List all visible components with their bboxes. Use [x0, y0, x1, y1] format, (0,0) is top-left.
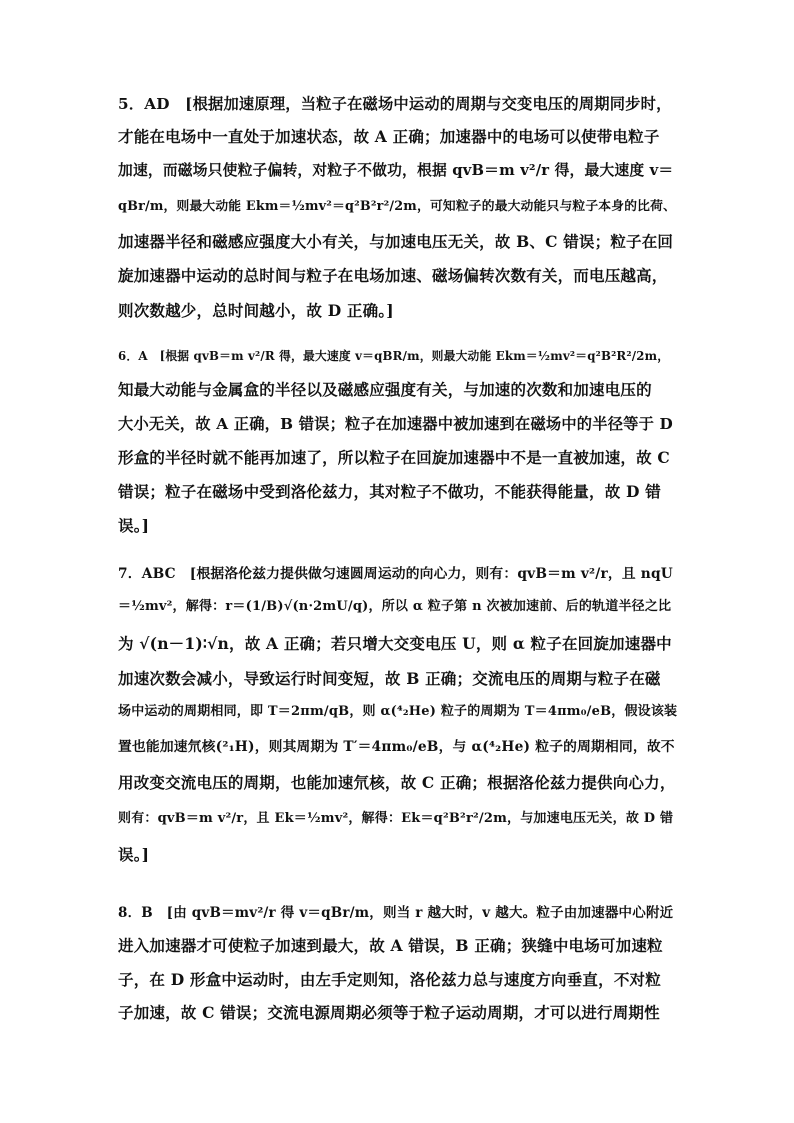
text-line: 则次数越少，总时间越小，故 D 正确。]: [118, 301, 394, 320]
text-line: 错误；粒子在磁场中受到洛伦兹力，其对粒子不做功，不能获得能量，故 D 错: [118, 482, 661, 501]
text-line: 加速器半径和磁感应强度大小有关，与加速电压无关，故 B、C 错误；粒子在回: [118, 232, 674, 251]
text-line: 8．B [由 qvB＝mv²/r 得 v＝qBr/m，则当 r 越大时，v 越大。粒子由加速器中心附近: [118, 905, 674, 921]
text-line: 6．A [根据 qvB＝m v²/R 得，最大速度 v＝qBR/m，则最大动能 Ekm＝½mv²＝q²B²R²/2m，: [118, 349, 670, 363]
text-line: 子加速，故 C 错误；交流电源周期必须等于粒子运动周期，才可以进行周期性: [118, 1003, 660, 1022]
text-line: 误。]: [118, 845, 150, 864]
text-line: 场中运动的周期相同，即 T＝2πm/qB，则 α(⁴₂He) 粒子的周期为 T＝4πm₀/eB，假设该装: [118, 704, 678, 719]
text-line: 子，在 D 形盒中运动时，由左手定则知，洛伦兹力总与速度方向垂直，不对粒: [118, 970, 661, 989]
text-line: 置也能加速氘核(²₁H)，则其周期为 T′＝4πm₀/eB，与 α(⁴₂He) 粒子的周期相同，故不: [118, 739, 675, 755]
text-line: 7．ABC [根据洛伦兹力提供做匀速圆周运动的向心力，则有：qvB＝m v²/r，且 nqU: [118, 566, 673, 582]
text-line: 进入加速器才可使粒子加速到最大，故 A 错误，B 正确；狭缝中电场可加速粒: [118, 936, 663, 955]
text-line: 知最大动能与金属盒的半径以及磁感应强度有关，与加速的次数和加速电压的: [118, 380, 652, 399]
text-line: 旋加速器中运动的总时间与粒子在电场加速、磁场偏转次数有关，而电压越高，: [118, 266, 668, 285]
text-line: 大小无关，故 A 正确，B 错误；粒子在加速器中被加速到在磁场中的半径等于 D: [118, 415, 673, 433]
text-line: qBr/m，则最大动能 Ekm＝½mv²＝q²B²r²/2m，可知粒子的最大动能只与粒子本身的比荷、: [118, 199, 676, 214]
text-line: 误。]: [118, 516, 150, 535]
text-line: 5．AD [根据加速原理，当粒子在磁场中运动的周期与交变电压的周期同步时，: [118, 95, 672, 113]
text-line: 为 √(n－1)∶√n，故 A 正确；若只增大交变电压 U，则 α 粒子在回旋加速器中: [118, 634, 672, 653]
text-line: 则有：qvB＝m v²/r，且 Ek＝½mv²，解得：Ek＝q²B²r²/2m，与加速电压无关，故 D 错: [118, 811, 674, 826]
text-line: 才能在电场中一直处于加速状态，故 A 正确；加速器中的电场可以使带电粒子: [118, 127, 660, 146]
text-line: 用改变交流电压的周期，也能加速氘核，故 C 正确；根据洛伦兹力提供向心力，: [118, 773, 676, 792]
text-line: 形盒的半径时就不能再加速了，所以粒子在回旋加速器中不是一直被加速，故 C: [118, 448, 670, 467]
text-line: 加速次数会减小，导致运行时间变短，故 B 正确；交流电压的周期与粒子在磁: [118, 669, 661, 688]
text-line: ＝½mv²，解得：r＝(1/B)√(n·2mU/q)，所以 α 粒子第 n 次被加速前、后的轨道半径之比: [118, 599, 672, 614]
text-line: 加速，而磁场只使粒子偏转，对粒子不做功，根据 qvB＝m v²/r 得，最大速度 v＝: [118, 162, 674, 179]
